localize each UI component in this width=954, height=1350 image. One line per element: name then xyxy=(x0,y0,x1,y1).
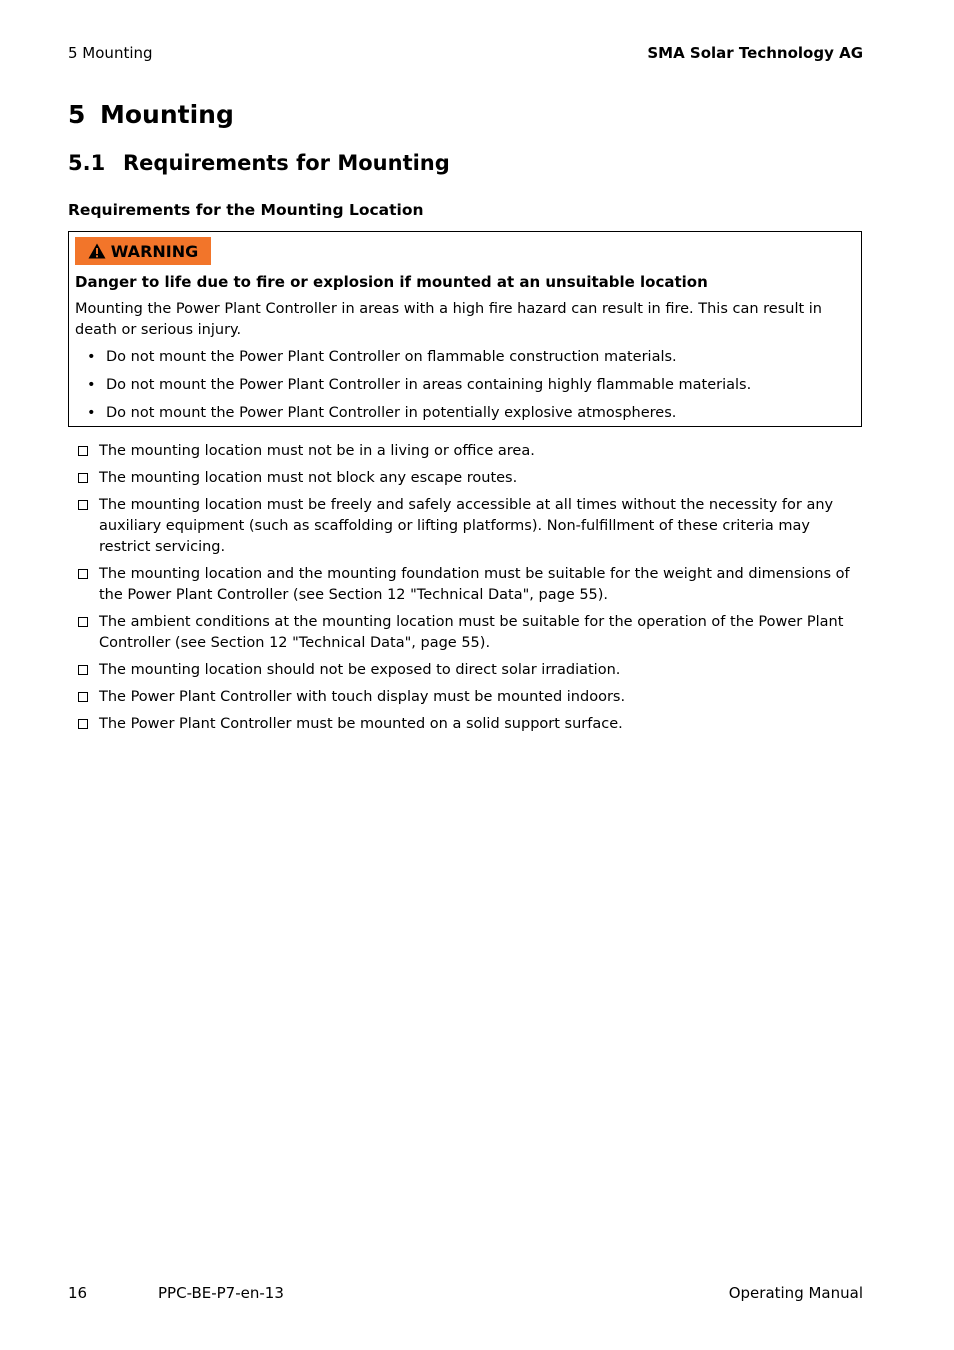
running-header-company: SMA Solar Technology AG xyxy=(647,44,863,62)
warning-text: Mounting the Power Plant Controller in areas with a high fire hazard can result in fire. This can result in death or serious injury. xyxy=(75,301,822,338)
list-item xyxy=(76,564,856,606)
warning-badge-label: WARNING xyxy=(110,241,199,261)
warning-badge xyxy=(75,237,211,265)
warning-box xyxy=(68,231,862,427)
section-number: 5.1 xyxy=(68,151,106,175)
checklist-text: The Power Plant Controller with touch display must be mounted indoors. xyxy=(99,689,626,705)
section-heading xyxy=(68,151,450,175)
bullet-text: Do not mount the Power Plant Controller in potentially explosive atmospheres. xyxy=(106,405,677,421)
checklist-text: The mounting location and the mounting foundation must be suitable for the weight and dimensions of the Power Plant Controller (see Section 12 "Technical Data", page 55). xyxy=(99,566,850,603)
list-item xyxy=(76,441,856,462)
checkbox-icon xyxy=(78,446,88,456)
bullet-icon: • xyxy=(87,405,96,421)
section-title: Requirements for Mounting xyxy=(123,151,450,175)
checkbox-icon xyxy=(78,665,88,675)
running-header-chapter: 5 Mounting xyxy=(68,44,153,62)
checklist-text: The mounting location must be freely and safely accessible at all times without the necessity for any auxiliary equipment (such as scaffolding or lifting platforms). Non-fulfillment of these criteria may restrict servicing. xyxy=(99,497,834,555)
document-type: Operating Manual xyxy=(728,1284,863,1302)
list-item xyxy=(76,714,856,735)
checkbox-icon xyxy=(78,617,88,627)
requirements-checklist xyxy=(76,441,856,741)
checkbox-icon xyxy=(78,692,88,702)
list-item xyxy=(76,612,856,654)
checklist-text: The mounting location must not block any escape routes. xyxy=(99,470,518,486)
chapter-number: 5 xyxy=(68,100,86,129)
list-item xyxy=(76,468,856,489)
bullet-icon: • xyxy=(87,377,96,393)
chapter-title: Mounting xyxy=(100,100,234,129)
chapter-heading xyxy=(68,100,234,129)
warning-title: Danger to life due to fire or explosion if mounted at an unsuitable location xyxy=(75,273,708,291)
bullet-icon: • xyxy=(87,349,96,365)
checkbox-icon xyxy=(78,569,88,579)
bullet-text: Do not mount the Power Plant Controller on flammable construction materials. xyxy=(106,349,677,365)
list-item xyxy=(76,495,856,558)
checkbox-icon xyxy=(78,500,88,510)
list-item xyxy=(75,375,855,403)
checklist-text: The ambient conditions at the mounting location must be suitable for the operation of the Power Plant Controller (see Section 12 "Technical Data", page 55). xyxy=(99,614,844,651)
checklist-text: The mounting location must not be in a living or office area. xyxy=(99,443,535,459)
list-item xyxy=(75,403,855,431)
warning-bullet-list xyxy=(75,347,855,431)
checkbox-icon xyxy=(78,719,88,729)
checkbox-icon xyxy=(78,473,88,483)
list-item xyxy=(76,660,856,681)
checklist-text: The Power Plant Controller must be mounted on a solid support surface. xyxy=(99,716,623,732)
list-item xyxy=(75,347,855,375)
bullet-text: Do not mount the Power Plant Controller in areas containing highly flammable materials. xyxy=(106,377,752,393)
warning-triangle-icon xyxy=(88,243,106,259)
checklist-text: The mounting location should not be exposed to direct solar irradiation. xyxy=(99,662,621,678)
document-code: PPC-BE-P7-en-13 xyxy=(158,1284,284,1302)
page-number: 16 xyxy=(68,1284,88,1302)
list-item xyxy=(76,687,856,708)
subsection-heading: Requirements for the Mounting Location xyxy=(68,201,424,219)
